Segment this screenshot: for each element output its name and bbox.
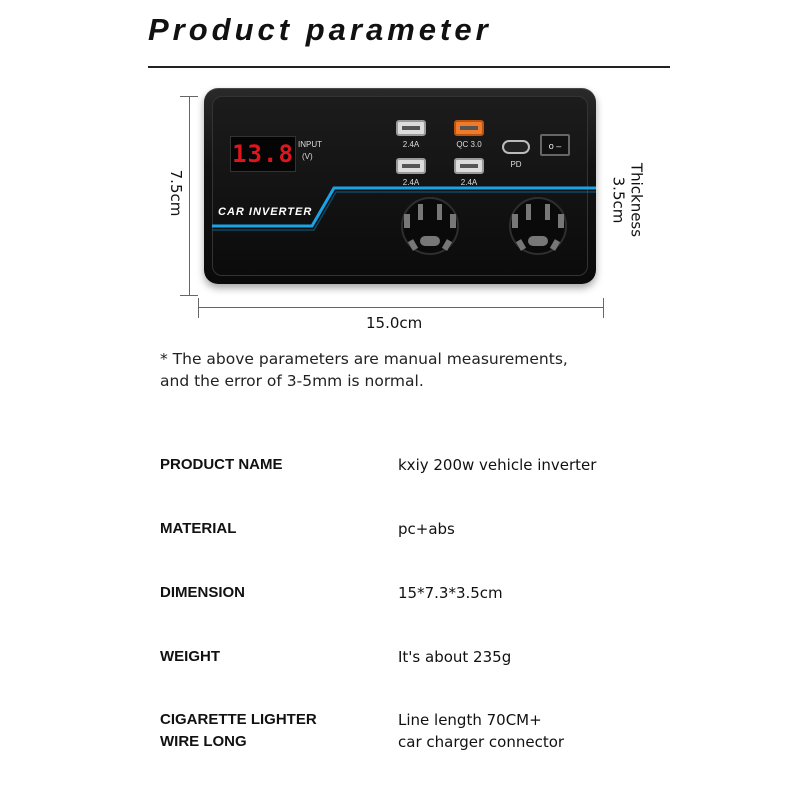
usb-port-1 — [396, 120, 426, 136]
usb-qc-port-label: QC 3.0 — [456, 140, 482, 149]
usb-port-1-label: 2.4A — [402, 140, 420, 149]
spec-value: It's about 235g — [398, 648, 512, 666]
width-dimension-tick-left — [198, 298, 199, 318]
usb-port-2 — [396, 158, 426, 174]
usb-port-3 — [454, 158, 484, 174]
height-dimension-tick-bottom — [180, 295, 198, 296]
height-dimension-tick-top — [180, 96, 198, 97]
width-dimension-tick-right — [603, 298, 604, 318]
input-unit-label: (V) — [302, 152, 313, 161]
brand-label: CAR INVERTER — [218, 206, 313, 218]
height-dimension-label: 7.5cm — [167, 169, 185, 217]
width-dimension-line — [198, 307, 603, 308]
spec-label: CIGARETTE LIGHTER WIRE LONG — [160, 711, 317, 750]
ac-socket-1 — [390, 192, 470, 262]
measurement-note-line-1: * The above parameters are manual measurements, — [160, 350, 568, 368]
ac-socket-2 — [498, 192, 578, 262]
usb-c-port-label: PD — [510, 160, 522, 169]
spec-label: MATERIAL — [160, 520, 237, 537]
spec-label: DIMENSION — [160, 584, 246, 601]
usb-qc-port — [454, 120, 484, 136]
input-label: INPUT — [298, 140, 322, 149]
page-title: Product parameter — [148, 12, 492, 47]
measurement-note — [160, 348, 568, 392]
inverter-device — [204, 88, 596, 284]
spec-label: PRODUCT NAME — [160, 456, 283, 473]
spec-value: pc+abs — [398, 520, 455, 538]
usb-port-2-label: 2.4A — [402, 178, 420, 187]
title-divider — [148, 66, 670, 68]
voltage-display: 13.8 — [230, 136, 296, 172]
usb-c-port — [502, 140, 530, 154]
spec-label: WEIGHT — [160, 648, 220, 665]
width-dimension-label: 15.0cm — [366, 314, 423, 332]
spec-value: kxiy 200w vehicle inverter — [398, 456, 597, 474]
spec-value: Line length 70CM+ car charger connector — [398, 711, 565, 751]
measurement-note-line-2: and the error of 3-5mm is normal. — [160, 372, 424, 390]
spec-value: 15*7.3*3.5cm — [398, 584, 503, 602]
height-dimension-line — [189, 96, 190, 296]
power-switch: o – — [540, 134, 570, 156]
usb-port-3-label: 2.4A — [460, 178, 478, 187]
thickness-dimension-label: Thickness 3.5cm — [609, 162, 646, 238]
